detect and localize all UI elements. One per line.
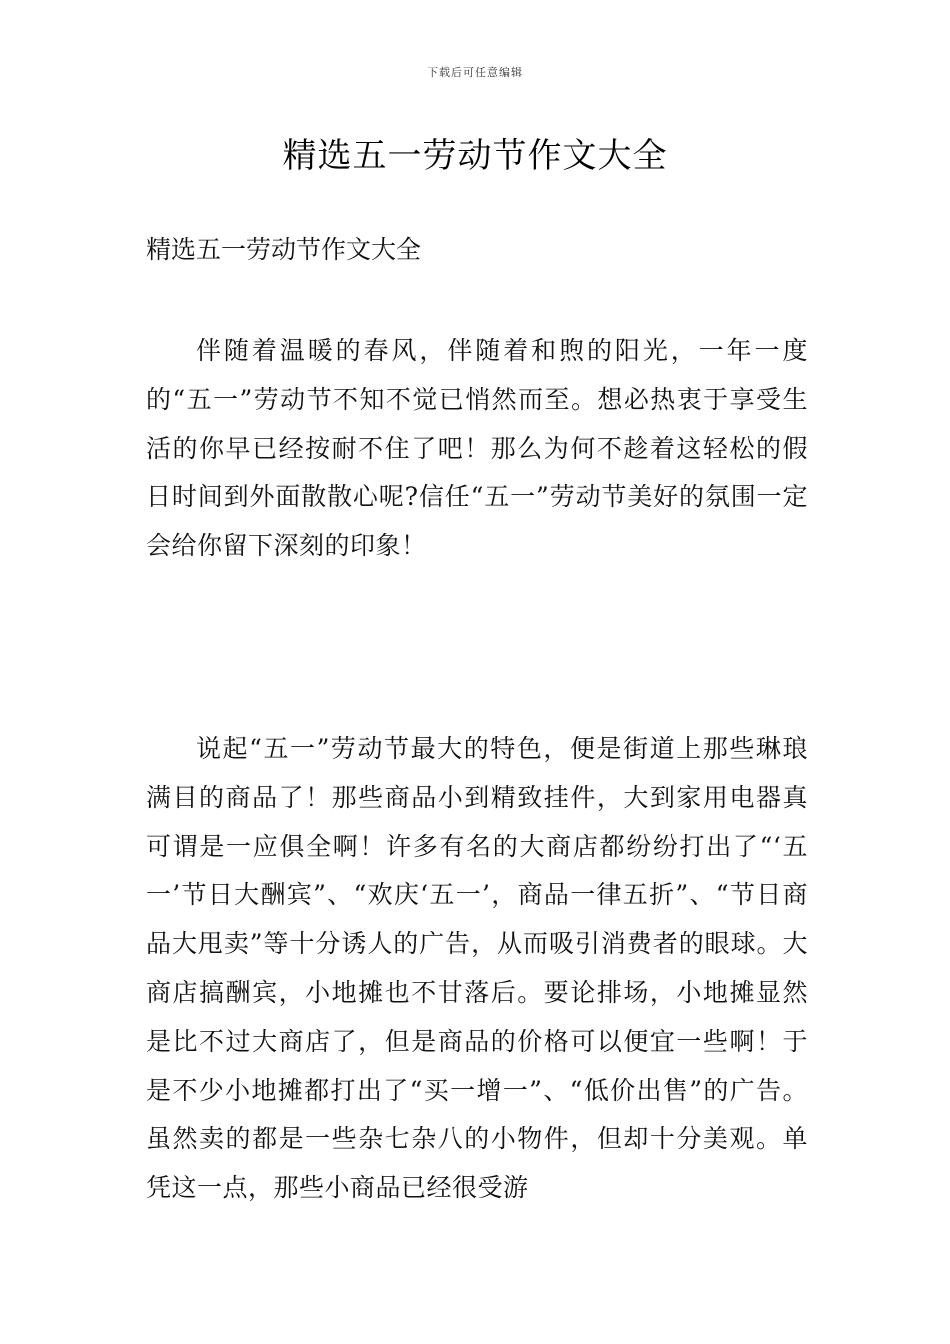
paragraph-1: 伴随着温暖的春风，伴随着和煦的阳光，一年一度的“五一”劳动节不知不觉已悄然而至。想必热衷于享受生活的你早已经按耐不住了吧！那么为何不趁着这轻松的假日时间到外面散散心呢?信任“五一”劳动节美好的氛围一定会给你留下深刻的印象！ — [146, 336, 808, 561]
document-subtitle: 精选五一劳动节作文大全 — [146, 235, 422, 264]
page-header-note: 下载后可任意编辑 — [427, 66, 523, 79]
paragraph-2: 说起“五一”劳动节最大的特色，便是街道上那些琳琅满目的商品了！那些商品小到精致挂件，大到家用电器真可谓是一应俱全啊！许多有名的大商店都纷纷打出了“‘五一’节日大酬宾”、“欢庆‘五一’，商品一律五折”、“节日商品大甩卖”等十分诱人的广告，从而吸引消费者的眼球。大商店搞酬宾，小地摊也不甘落后。要论排场，小地摊显然是比不过大商店了，但是商品的价格可以便宜一些啊！于是不少小地摊都打出了“买一增一”、“低价出售”的广告。虽然卖的都是一些杂七杂八的小物件，但却十分美观。单凭这一点，那些小商品已经很受游 — [146, 734, 808, 1203]
document-title: 精选五一劳动节作文大全 — [282, 136, 668, 176]
